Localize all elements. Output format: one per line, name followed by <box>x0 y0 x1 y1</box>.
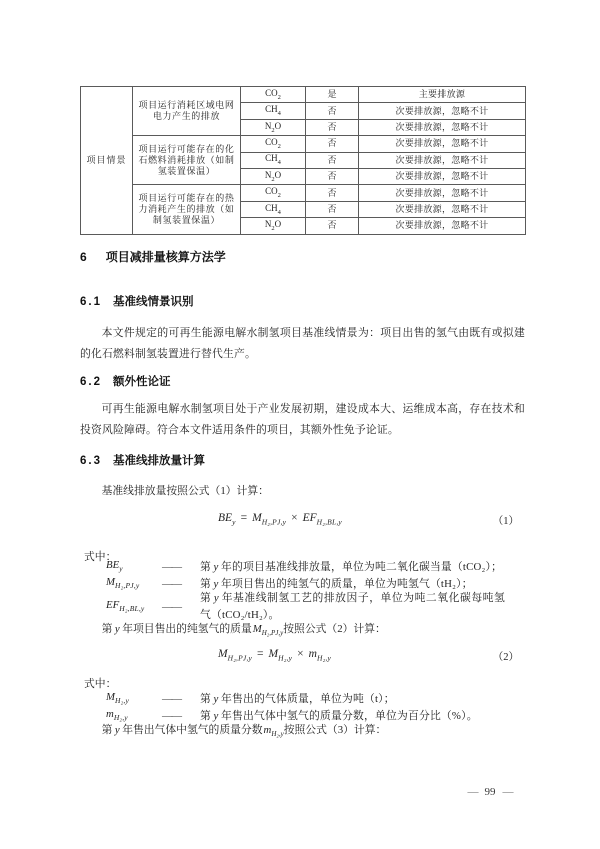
definition-dash: —— <box>162 692 181 705</box>
section-title: 项目减排量核算方法学 <box>105 250 226 264</box>
text-fragment: 第 <box>101 724 113 736</box>
definition-dash: —— <box>162 560 181 573</box>
text-fragment: 按照公式（2）计算： <box>283 623 386 635</box>
gas-symbol-tail: O <box>274 219 282 230</box>
text-fragment: 第 <box>200 577 211 590</box>
gas-subscript: 4 <box>277 159 281 167</box>
definition-dash: —— <box>162 709 181 722</box>
gas-symbol: N <box>264 219 272 230</box>
table-cell-source-desc-fossil-fuel: 项目运行可能存在的化石燃料消耗排放（如制氢装置保温） <box>133 136 241 185</box>
table-cell-source-desc-grid-power: 项目运行消耗区域电网电力产生的排放 <box>133 87 241 136</box>
var-subscript: H₂,y <box>113 713 128 723</box>
var-y: y <box>213 592 219 604</box>
section-6-2-heading <box>80 373 171 389</box>
table-cell-note: 次要排放源，忽略不计 <box>359 201 526 217</box>
var-subscript: H₂,PJ,y <box>115 581 140 591</box>
table-row <box>81 185 526 201</box>
section-number: 6.2 <box>80 376 102 388</box>
var-subscript: H₂,y <box>278 653 293 663</box>
formula-3-intro <box>80 722 525 742</box>
equation-number: （1） <box>492 516 519 527</box>
var-M: M <box>252 512 262 524</box>
gas-subscript: 2 <box>277 93 281 101</box>
text-fragment: 第 <box>200 709 211 722</box>
section-number: 6.3 <box>80 455 102 467</box>
table-cell-scenario: 项目情景 <box>81 87 133 235</box>
text-fragment: 第 <box>200 692 211 705</box>
text-fragment: 第 <box>200 560 211 573</box>
gas-symbol: CO <box>265 137 278 148</box>
table-cell-note: 次要排放源，忽略不计 <box>359 185 526 201</box>
where-label: 式中： <box>84 678 117 690</box>
equals-sign: = <box>240 512 248 524</box>
var-y: y <box>213 560 219 573</box>
var-subscript: H₂,y <box>271 730 284 739</box>
var-subscript: H₂,BL,y <box>316 517 342 527</box>
gas-symbol: CO <box>265 186 278 197</box>
var-M: M <box>268 648 279 660</box>
text-fragment: 按照公式（3）计算： <box>283 724 387 736</box>
var-BE: BE <box>106 559 120 571</box>
var-subscript: H₂,y <box>115 696 130 706</box>
table-cell-gas <box>241 119 306 135</box>
var-BE: BE <box>218 512 233 524</box>
table-cell-included: 否 <box>306 136 359 152</box>
table-row <box>81 87 526 103</box>
text-fragment: 年基准线制氢工艺的排放因子，单位为吨二氧化碳每吨氢气（tCO₂/tH₂）。 <box>200 592 506 621</box>
table-cell-included: 否 <box>306 185 359 201</box>
var-EF: EF <box>302 512 317 524</box>
var-m: m <box>308 648 317 660</box>
var-subscript: H₂,BL,y <box>119 604 145 614</box>
section-6-heading <box>80 248 226 265</box>
definition-dash: —— <box>162 577 181 590</box>
gas-symbol: CO <box>265 87 278 98</box>
formula-1 <box>80 512 525 528</box>
var-y: y <box>114 724 120 736</box>
var-subscript: H₂,y <box>316 653 331 663</box>
text-fragment: 年售出的气体质量，单位为吨（t）； <box>221 692 395 705</box>
gas-symbol: N <box>264 120 272 131</box>
formula-1-body <box>218 512 342 526</box>
gas-subscript: 2 <box>271 175 275 183</box>
text-fragment: 年售出气体中氢气的质量分数，单位为百分比（%）。 <box>221 709 478 722</box>
definition-symbol <box>106 597 162 617</box>
var-M: M <box>252 623 262 635</box>
table-cell-source-desc-heat: 项目运行可能存在的热力消耗产生的排放（如制氢装置保温） <box>133 185 241 234</box>
text-fragment: 年的项目基准线排放量，单位为吨二氧化碳当量（tCO₂）； <box>221 560 503 573</box>
table-cell-note: 次要排放源，忽略不计 <box>359 218 526 234</box>
table-cell-gas <box>241 168 306 184</box>
table-cell-gas <box>241 152 306 168</box>
table-cell-included: 否 <box>306 168 359 184</box>
definition-row-EF <box>106 590 505 624</box>
text-fragment: 年售出气体中氢气的质量分数 <box>122 724 263 736</box>
var-m: m <box>106 708 114 720</box>
table-cell-included: 否 <box>306 103 359 119</box>
var-subscript: y <box>232 517 236 527</box>
section-title: 基准线情景识别 <box>113 296 194 308</box>
table-cell-included: 否 <box>306 152 359 168</box>
definition-text <box>200 590 505 624</box>
var-EF: EF <box>106 598 120 611</box>
var-subscript: y <box>119 564 123 574</box>
gas-symbol-tail: O <box>274 120 282 131</box>
section-number: 6 <box>80 250 88 264</box>
table-cell-included: 是 <box>306 87 359 103</box>
gas-subscript: 4 <box>277 110 281 118</box>
table-cell-gas <box>241 103 306 119</box>
multiply-sign: × <box>291 512 298 524</box>
table-cell-note: 次要排放源，忽略不计 <box>359 152 526 168</box>
table-row <box>81 136 526 152</box>
var-y: y <box>114 623 120 635</box>
gas-subscript: 2 <box>277 142 281 150</box>
table-cell-note: 次要排放源，忽略不计 <box>359 103 526 119</box>
table-cell-gas <box>241 136 306 152</box>
table-cell-gas <box>241 218 306 234</box>
var-y: y <box>213 577 219 590</box>
text-fragment: 年项目售出的纯氢气的质量 <box>122 623 252 635</box>
gas-symbol: CH <box>265 104 278 115</box>
var-m: m <box>263 724 272 736</box>
table-cell-gas <box>241 185 306 201</box>
multiply-sign: × <box>297 648 304 660</box>
table-cell-included: 否 <box>306 119 359 135</box>
var-y: y <box>213 709 219 722</box>
var-subscript: H₂,PJ,y <box>261 629 284 638</box>
section-title: 额外性论证 <box>113 376 171 388</box>
formula-1-intro: 基准线排放量按照公式（1）计算： <box>101 485 269 497</box>
definition-dash: —— <box>162 600 181 613</box>
table-cell-note: 次要排放源，忽略不计 <box>359 168 526 184</box>
emission-source-table <box>80 86 526 235</box>
additionality-paragraph: 可再生能源电解水制氢项目处于产业发展初期，建设成本大、运维成本高，存在技术和投资风险障碍。符合本文件适用条件的项目，其额外性免予论证。 <box>80 403 525 436</box>
equation-number: （2） <box>492 652 519 663</box>
text-fragment: 第 <box>200 592 212 604</box>
table-cell-note: 次要排放源，忽略不计 <box>359 119 526 135</box>
formula-2-intro <box>80 621 525 641</box>
table-cell-included: 否 <box>306 201 359 217</box>
footer-dash-left: — <box>467 786 478 798</box>
var-M: M <box>106 576 115 588</box>
baseline-scenario-paragraph: 本文件规定的可再生能源电解水制氢项目基准线情景为：项目出售的氢气由既有或拟建的化石燃料制氢装置进行替代生产。 <box>80 327 525 360</box>
gas-symbol: CH <box>265 202 278 213</box>
gas-subscript: 2 <box>271 224 275 232</box>
table-cell-gas <box>241 87 306 103</box>
var-M-PJ: M <box>218 648 228 660</box>
section-6-3-heading <box>80 452 205 468</box>
text-fragment: 年项目售出的纯氢气的质量，单位为吨氢气（tH₂）； <box>221 577 473 590</box>
formula-2-body <box>218 648 331 662</box>
gas-subscript: 2 <box>271 126 275 134</box>
gas-symbol: CH <box>265 153 278 164</box>
var-M: M <box>106 691 115 703</box>
var-y: y <box>213 692 219 705</box>
section-title: 基准线排放量计算 <box>113 455 205 467</box>
gas-subscript: 2 <box>277 192 281 200</box>
var-subscript: H₂,PJ,y <box>227 653 253 663</box>
gas-symbol-tail: O <box>274 169 282 180</box>
gas-symbol: N <box>264 169 272 180</box>
text-fragment: 第 <box>101 623 113 635</box>
var-subscript: H₂,PJ,y <box>261 517 287 527</box>
table-cell-gas <box>241 201 306 217</box>
formula-2 <box>80 648 525 664</box>
page-number: 99 <box>484 786 496 798</box>
where-label: 式中： <box>84 551 117 563</box>
footer-dash-right: — <box>502 786 513 798</box>
section-number: 6.1 <box>80 296 102 308</box>
table-cell-note: 次要排放源，忽略不计 <box>359 136 526 152</box>
table-cell-note: 主要排放源 <box>359 87 526 103</box>
page-footer <box>452 786 528 798</box>
table-cell-included: 否 <box>306 218 359 234</box>
section-6-1-heading <box>80 293 194 309</box>
equals-sign: = <box>257 648 264 660</box>
gas-subscript: 4 <box>277 208 281 216</box>
